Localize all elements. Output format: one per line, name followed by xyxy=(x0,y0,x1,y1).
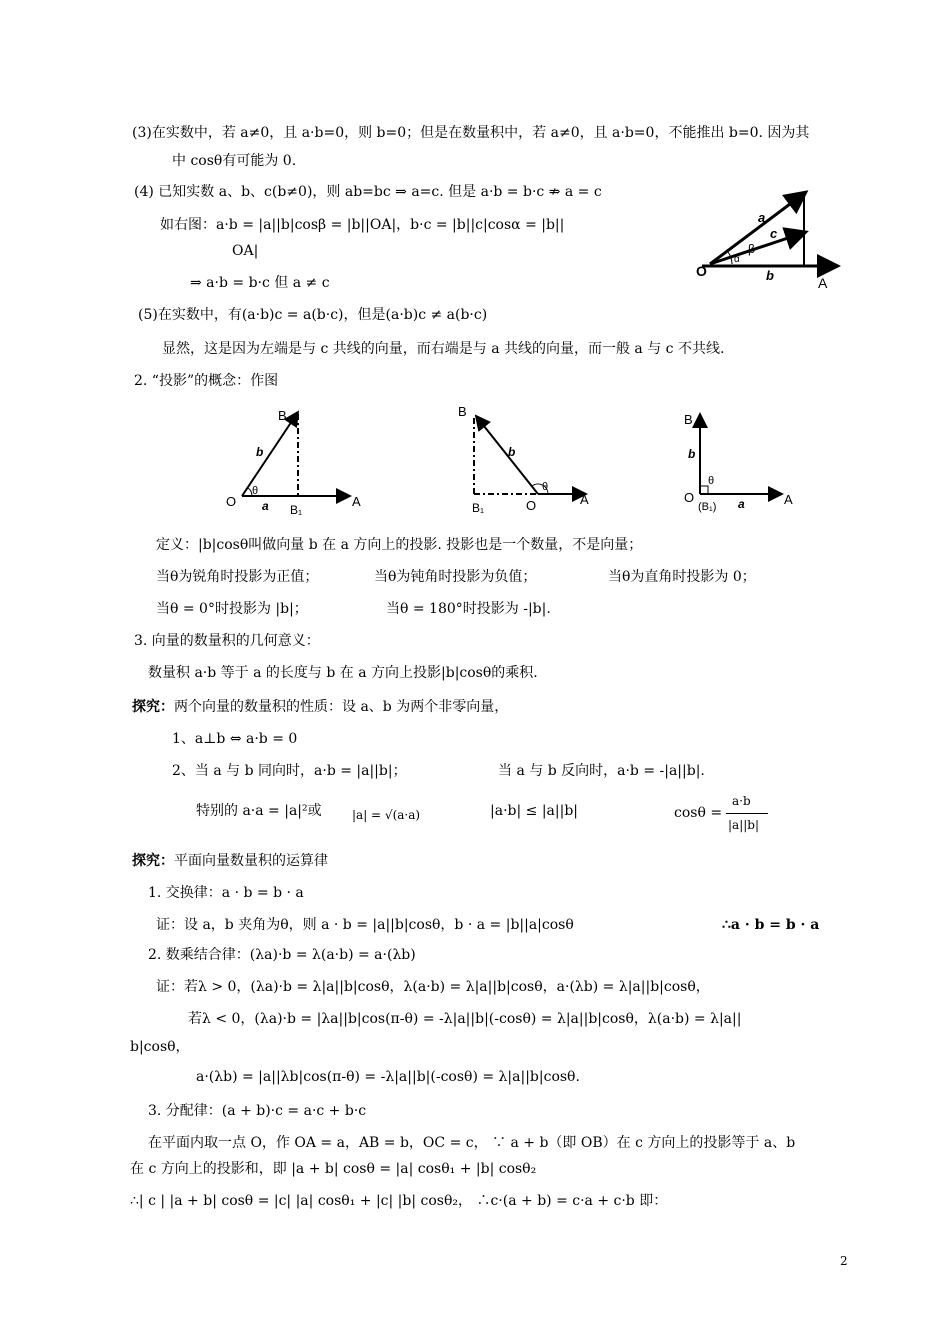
label-B: B xyxy=(684,412,693,427)
rule-1-proof: 证：设 a，b 夹角为θ，则 a · b = |a||b|cosθ，b · a = |b||a|cosθ xyxy=(156,917,574,933)
label-B1: B₁ xyxy=(472,501,485,515)
explore-label: 探究： xyxy=(132,853,174,869)
figure-projection-obtuse xyxy=(452,400,602,520)
figure-vectors-abc xyxy=(690,180,850,295)
label-a: a xyxy=(758,210,766,225)
property-3b: |a| = √(a·a) xyxy=(352,808,421,822)
vector-c-line xyxy=(710,232,806,264)
label-B1: (B₁) xyxy=(698,501,717,513)
vector-b-line xyxy=(476,416,538,494)
right-angle-mark xyxy=(700,486,708,494)
definition-line: 定义：|b|cosθ叫做向量 b 在 a 方向上的投影. 投影也是一个数量，不是向量； xyxy=(156,537,643,553)
acute-line: 当θ为锐角时投影为正值； xyxy=(156,569,319,585)
rule-2-proof-1: 证：若λ > 0，(λa)·b = λ|a||b|cosθ，λ(a·b) = λ|a||b|cosθ，a·(λb) = λ|a||b|cosθ， xyxy=(156,979,710,995)
figure-projection-acute xyxy=(218,400,368,520)
line-4d: ⇒ a·b = b·c 但 a ≠ c xyxy=(190,275,330,291)
page-number: 2 xyxy=(840,1254,848,1268)
rule-3-proof-1: 在平面内取一点 O，作 OA = a，AB = b，OC = c， ∵ a + b（即 OB）在 c 方向上的投影等于 a、b xyxy=(148,1135,796,1151)
section-3-desc: 数量积 a·b 等于 a 的长度与 b 在 a 方向上投影|b|cosθ的乘积. xyxy=(148,665,538,681)
line-4b: 如右图：a·b = |a||b|cosβ = |b||OA|，b·c = |b||c|cosα = |b|| xyxy=(160,217,565,233)
rule-2-proof-4: a·(λb) = |a||λb|cos(π-θ) = -λ|a||b|(-cosθ) = λ|a||b|cosθ. xyxy=(196,1069,580,1085)
label-O: O xyxy=(696,263,707,279)
label-A: A xyxy=(580,492,589,507)
explore-1 xyxy=(132,698,508,716)
line-4a: (4) 已知实数 a、b、c(b≠0)，则 ab=bc ⇒ a=c. 但是 a·b = b·c ⇏ a = c xyxy=(134,184,602,200)
property-3c: |a·b| ≤ |a||b| xyxy=(490,803,578,819)
section-2-title: 2. “投影”的概念：作图 xyxy=(134,373,279,389)
label-a: a xyxy=(262,499,269,513)
rule-3-proof-3: ∴| c | |a + b| cosθ = |c| |a| cosθ₁ + |c| |b| cosθ₂， ∴c·(a + b) = c·a + c·b 即： xyxy=(130,1193,668,1209)
label-b: b xyxy=(508,445,516,459)
figure-projection-right xyxy=(678,400,818,520)
label-b: b xyxy=(766,268,774,283)
property-3d: cosθ = xyxy=(674,805,723,821)
line-6: 显然，这是因为左端是与 c 共线的向量，而右端是与 a 共线的向量，而一般 a 与 c 不共线. xyxy=(162,341,725,357)
label-O: O xyxy=(226,494,237,509)
explore-text: 平面向量数量积的运算律 xyxy=(174,853,328,869)
label-O: O xyxy=(684,490,695,505)
label-b: b xyxy=(688,447,696,461)
label-alpha: α xyxy=(734,254,740,265)
explore-label: 探究： xyxy=(132,699,174,715)
label-b: b xyxy=(256,445,264,459)
property-2a: 2、当 a 与 b 同向时，a·b = |a||b|； xyxy=(172,763,407,779)
label-A: A xyxy=(818,275,828,291)
label-theta: θ xyxy=(542,481,549,493)
label-a: a xyxy=(738,497,745,511)
line-3a: (3)在实数中，若 a≠0，且 a·b=0，则 b=0；但是在数量积中，若 a≠0，且 a·b=0，不能推出 b=0. 因为其 xyxy=(132,125,810,141)
fraction-bar xyxy=(726,813,768,814)
explore-text: 两个向量的数量积的性质：设 a、b 为两个非零向量， xyxy=(174,699,509,715)
line-3b: 中 cosθ有可能为 0. xyxy=(172,153,297,169)
rule-2-proof-3: b|cosθ， xyxy=(130,1039,190,1055)
straight-angle-line: 当θ = 180°时投影为 -|b|. xyxy=(386,601,551,617)
label-theta: θ xyxy=(252,485,259,497)
line-5: (5)在实数中，有(a·b)c = a(b·c)，但是(a·b)c ≠ a(b·c) xyxy=(138,307,488,323)
label-B: B xyxy=(278,408,287,423)
label-theta: θ xyxy=(708,475,715,487)
label-A: A xyxy=(784,492,793,507)
vector-a-line xyxy=(710,192,806,264)
rule-3: 3. 分配律：(a + b)·c = a·c + b·c xyxy=(148,1103,367,1119)
explore-2 xyxy=(132,852,328,870)
label-O: O xyxy=(526,498,537,513)
fraction-numerator: a·b xyxy=(732,794,751,808)
line-4c: OA| xyxy=(232,243,259,259)
right-angle-line: 当θ为直角时投影为 0； xyxy=(608,569,756,585)
rule-1: 1. 交换律：a · b = b · a xyxy=(148,885,304,901)
zero-angle-line: 当θ = 0°时投影为 |b|； xyxy=(156,601,308,617)
property-1: 1、a⊥b ⇔ a·b = 0 xyxy=(172,731,298,747)
rule-2-proof-2: 若λ < 0，(λa)·b = |λa||b|cos(π-θ) = -λ|a||b|(-cosθ) = λ|a||b|cosθ，λ(a·b) = λ|a|| xyxy=(188,1011,742,1027)
label-c: c xyxy=(770,226,778,241)
label-beta: β xyxy=(748,242,755,256)
label-A: A xyxy=(352,494,361,509)
label-B: B xyxy=(458,404,467,419)
rule-1-conclusion: ∴a · b = b · a xyxy=(722,917,820,933)
vector-b-line xyxy=(242,412,298,496)
rule-2: 2. 数乘结合律：(λa)·b = λ(a·b) = a·(λb) xyxy=(148,947,416,963)
property-2b: 当 a 与 b 反向时，a·b = -|a||b|. xyxy=(498,763,705,779)
label-B1: B₁ xyxy=(290,503,303,517)
property-3a: 特别的 a·a = |a|²或 xyxy=(196,803,322,819)
obtuse-line: 当θ为钝角时投影为负值； xyxy=(374,569,537,585)
fraction-denominator: |a||b| xyxy=(728,818,760,832)
rule-3-proof-2: 在 c 方向上的投影和，即 |a + b| cosθ = |a| cosθ₁ + |b| cosθ₂ xyxy=(130,1161,537,1177)
section-3-title: 3. 向量的数量积的几何意义： xyxy=(134,633,320,649)
